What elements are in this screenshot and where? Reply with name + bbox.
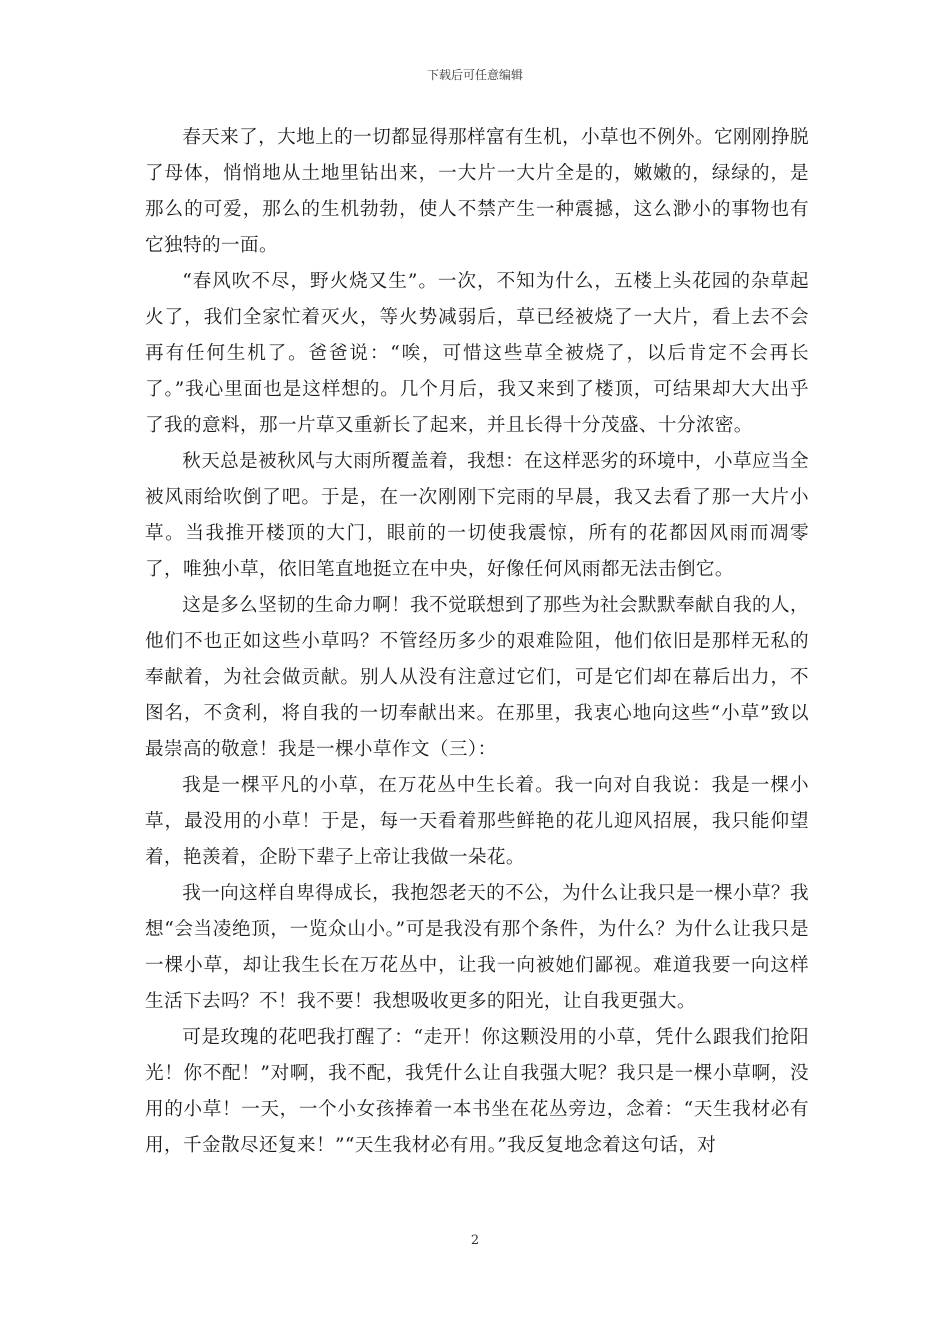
paragraph: 秋天总是被秋风与大雨所覆盖着，我想：在这样恶劣的环境中，小草应当全被风雨给吹倒了吧。于是，在一次刚刚下完雨的早晨，我又去看了那一大片小草。当我推开楼顶的大门，眼前的一切使我震惊，所有的花都因风雨而凋零了，唯独小草，依旧笔直地挺立在中央，好像任何风雨都无法击倒它。 [145, 451, 809, 580]
paragraph: 我一向这样自卑得成长，我抱怨老天的不公，为什么让我只是一棵小草？我想“会当凌绝顶，一览众山小。”可是我没有那个条件，为什么？为什么让我只是一棵小草，却让我生长在万花丛中，让我一向被她们鄙视。难道我要一向这样生活下去吗？不！我不要！我想吸收更多的阳光，让自我更强大。 [145, 883, 809, 1012]
page-number: 2 [470, 1233, 480, 1248]
paragraph: 这是多么坚韧的生命力啊！我不觉联想到了那些为社会默默奉献自我的人，他们不也正如这些小草吗？不管经历多少的艰难险阻，他们依旧是那样无私的奉献着，为社会做贡献。别人从没有注意过它们，可是它们却在幕后出力，不图名，不贪利，将自我的一切奉献出来。在那里，我衷心地向这些“小草”致以最崇高的敬意！我是一棵小草作文（三）： [145, 595, 809, 760]
paragraph: 可是玫瑰的花吧我打醒了：“走开！你这颗没用的小草，凭什么跟我们抢阳光！你不配！”对啊，我不配，我凭什么让自我强大呢？我只是一棵小草啊，没用的小草！一天，一个小女孩捧着一本书坐在花丛旁边，念着：“天生我材必有用，千金散尽还复来！”“天生我材必有用。”我反复地念着这句话，对 [145, 1027, 809, 1156]
paragraph: 春天来了，大地上的一切都显得那样富有生机，小草也不例外。它刚刚挣脱了母体，悄悄地从土地里钻出来，一大片一大片全是的，嫩嫩的，绿绿的，是那么的可爱，那么的生机勃勃，使人不禁产生一种震撼，这么渺小的事物也有它独特的一面。 [145, 127, 809, 256]
paragraph: 我是一棵平凡的小草，在万花丛中生长着。我一向对自我说：我是一棵小草，最没用的小草！于是，每一天看着那些鲜艳的花儿迎风招展，我只能仰望着，艳羡着，企盼下辈子上帝让我做一朵花。 [145, 775, 809, 868]
paragraph: “春风吹不尽，野火烧又生”。一次，不知为什么，五楼上头花园的杂草起火了，我们全家忙着灭火，等火势减弱后，草已经被烧了一大片，看上去不会再有任何生机了。爸爸说：“唉，可惜这些草全被烧了，以后肯定不会再长了。”我心里面也是这样想的。几个月后，我又来到了楼顶，可结果却大大出乎了我的意料，那一片草又重新长了起来，并且长得十分茂盛、十分浓密。 [145, 271, 809, 436]
page-header: 下载后可任意编辑 [426, 68, 523, 82]
body-text [145, 120, 809, 1164]
